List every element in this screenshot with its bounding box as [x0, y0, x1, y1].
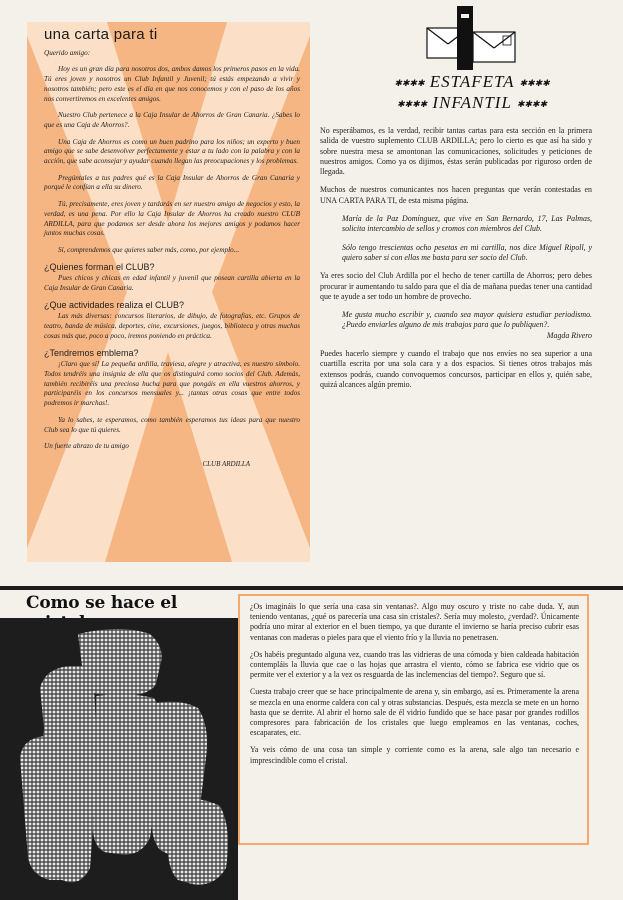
- letter-answer-3: ¡Claro que sí! La pequeña ardilla, traviesa, alegre y atractiva, es nuestro símbolo. Todos tendréis una insignia de ella que os distinguirá como socios del Club. Además, también recibiréis una preciosa hucha para que pongáis en ella vuestros ahorros, y participaréis en los concursos mensuales y... ¡tantas otras cosas que entre todos podremos ir marchas!.: [44, 360, 300, 408]
- stars-right-2: ✱✱✱✱: [516, 99, 548, 110]
- estafeta-paragraph-2: Muchos de nuestros comunicantes nos hacen preguntas que verán contestadas en UNA CARTA PARA TI, de esta misma página.: [320, 185, 592, 205]
- letter-paragraph-1: Hoy es un gran día para nosotros dos, ambos damos los primeros pasos en la vida. Tú eres joven y nosotros un Club Infantil y Juvenil; tú estás empezando a vivir y nosotros también; pero este es el día en que nos conocemos y con el paso de los años nos convertiremos en excelentes amigos.: [44, 65, 300, 103]
- estafeta-reply-3: Puedes hacerlo siempre y cuando el trabajo que nos envíes no sea superior a una cuartilla escrita por una sola cara y a dos espacios. Si tienes otros trabajos más extensos podrás, cuando convoquemos concursos, participar en ellos y, quién sabe, quizá alcances algún premio.: [320, 349, 592, 389]
- letter-paragraph-4: Pregúntales a tus padres qué es la Caja Insular de Ahorros de Gran Canaria y porqué le confían a ella su dinero.: [44, 173, 300, 192]
- letter-closing: Un fuerte abrazo de tu amigo: [44, 442, 129, 451]
- letter-question-3: ¿Tendremos emblema?: [44, 347, 139, 358]
- cristal-title: Como se hace el: [26, 593, 178, 613]
- estafeta-reply-2: Ya eres socio del Club Ardilla por el hecho de tener cartilla de Ahorros; pero debes procurar ir aumentando tu saldo para que el día de mañana puedas tener una cantidad que te ayude a ser todo un hombre de provecho.: [320, 271, 592, 301]
- cristal-paragraph-4: Ya veis cómo de una cosa tan simple y corriente como es la arena, sale algo tan necesario e imprescindible como el cristal.: [250, 745, 579, 765]
- stars-left-1: ✱✱✱✱: [394, 78, 425, 89]
- estafeta-letter-3: Me gusta mucho escribir y, cuando sea mayor quisiera estudiar periodismo. ¿Puedo enviarles alguno de mis trabajos para que lo publiquen?.: [342, 310, 592, 330]
- estafeta-title-line-1: ESTAFETA: [429, 72, 515, 91]
- estafeta-title-line-2: INFANTIL: [432, 93, 512, 113]
- letter-answer-1: Pues chicos y chicas en edad infantil y juvenil que posean cartilla abierta en la Caja Insular de Gran Canaria.: [44, 274, 300, 293]
- letter-greeting: Querido amigo:: [44, 48, 91, 57]
- glass-jar-left: [20, 666, 97, 882]
- letter-signature: CLUB ARDILLA: [202, 459, 250, 468]
- glass-jar-right: [150, 702, 228, 885]
- glass-jars-illustration: [0, 618, 238, 900]
- stars-left-2: ✱✱✱✱: [396, 99, 428, 110]
- letter-answer-2: Las más diversas: concursos literarios, de dibujo, de fotografías, etc. Grupos de teatro, banda de música, deportes, cine, excursiones, juegos, biblioteca y otras muchas cosas más que, poco a poco, iremos poniendo en práctica.: [44, 312, 300, 340]
- letter-paragraph-2: Nuestro Club pertenece a la Caja Insular de Ahorros de Gran Canaria. ¿Sabes lo que es una Caja de Ahorros?.: [44, 111, 300, 129]
- estafeta-column: [320, 126, 592, 398]
- stars-right-1: ✱✱✱✱: [519, 78, 550, 89]
- estafeta-letter-2: Sólo tengo trescientas ocho pesetas en mi cartilla, nos dice Miguel Ripoll, y quiero saber si con ellas me basta para ser socio del Club.: [342, 242, 592, 262]
- cristal-paragraph-1: ¿Os imagináis lo que sería una casa sin ventanas?. Algo muy oscuro y triste no cabe duda. Y, aun teniendo ventanas, ¿qué os parecería una casa sin cristales?. Sería muy molesto, ¿verdad?. Únicamente podría uno mirar al exterior en el buen tiempo, ya que durante el invierno se haría preciso cubrir esas ventanas con maderas o pieles para que el viento frío y la lluvia no penetrasen.: [250, 602, 579, 642]
- estafeta-letter-3-signature: Magda Rivero: [546, 330, 592, 340]
- estafeta-title: [362, 72, 582, 114]
- cristal-paragraph-2: ¿Os habéis preguntado alguna vez, cuando tras las vidrieras de una cómoda y bien caldeada habitación contempláis la lluvia que cae o las hojas que arrastra el viento, cómo se fabrica ese vidrio que os permite ver el exterior y a la vez os resguarda de las inclemencias del tiempo?. Seguro que sí.: [250, 649, 579, 680]
- letter-paragraph-3: Una Caja de Ahorros es como un buen padrino para los niños; un experto y buen amigo que se sabe desenvolver perfectamente y estar a tu lado con la palabra y con la acción, que sabe aconsejar y ayudar cuando llegan las preocupaciones y los problemas.: [44, 137, 300, 166]
- letter-paragraph-5: Tú, precisamente, eres joven y tardarás en ser nuestro amigo de negocios y esto, la verdad, es una pena. Por ello la Caja Insular de Ahorros ha creado nuestro CLUB ARDILLA, para que podamos ser desde ahora los mejores amigos y podamos hacer juntos muchas cosas.: [44, 200, 300, 238]
- cristal-paragraph-3: Cuesta trabajo creer que se hace principalmente de arena y, sin embargo, así es. Primeramente la arena se mezcla en una enorme caldera con cal y otras substancias. Después, esta mezcla se mete en un horno hasta que se derrite. Al abrir el horno sale de él vidrio fundido que se hace pasar por grandes rodillos compresores para fabricación de los cristales que luego empleamos en las ventanas, coches, escaparates, etc.: [250, 687, 579, 738]
- letter-question-2: ¿Que actividades realiza el CLUB?: [44, 299, 185, 310]
- estafeta-letter-1: María de la Paz Domínguez, que vive en San Bernardo, 17, Las Palmas, solicita intercambio de sellos y cromos con miembros del Club.: [342, 214, 592, 234]
- letter-question-1: ¿Quienes forman el CLUB?: [44, 261, 155, 272]
- estafeta-paragraph-1: No esperábamos, es la verdad, recibir tantas cartas para esta sección en la primera salida de vuestro suplemento CLUB ARDILLA; pero lo cierto es que así ha sido y sobre nuestra mesa se amontonan las comunicaciones, solicitudes y peticiones de nuestros amigos. Como ya os dijimos, éstas serán publicadas por riguroso orden de llegada.: [320, 126, 592, 177]
- mailbox-icon: [457, 6, 515, 70]
- cristal-article: [238, 594, 589, 845]
- letter-paragraph-7: Ya lo sabes, te esperamos, como también esperamos tus ideas para que nuestro Club sea lo que tú quieres.: [44, 415, 300, 434]
- section-divider: [0, 586, 623, 590]
- letter-box: [27, 22, 310, 562]
- letter-paragraph-6: Sí, comprendemos que quieres saber más, como, por ejemplo...: [58, 245, 240, 254]
- letter-title: una carta para ti: [44, 26, 158, 43]
- glass-illustration-panel: [0, 618, 238, 900]
